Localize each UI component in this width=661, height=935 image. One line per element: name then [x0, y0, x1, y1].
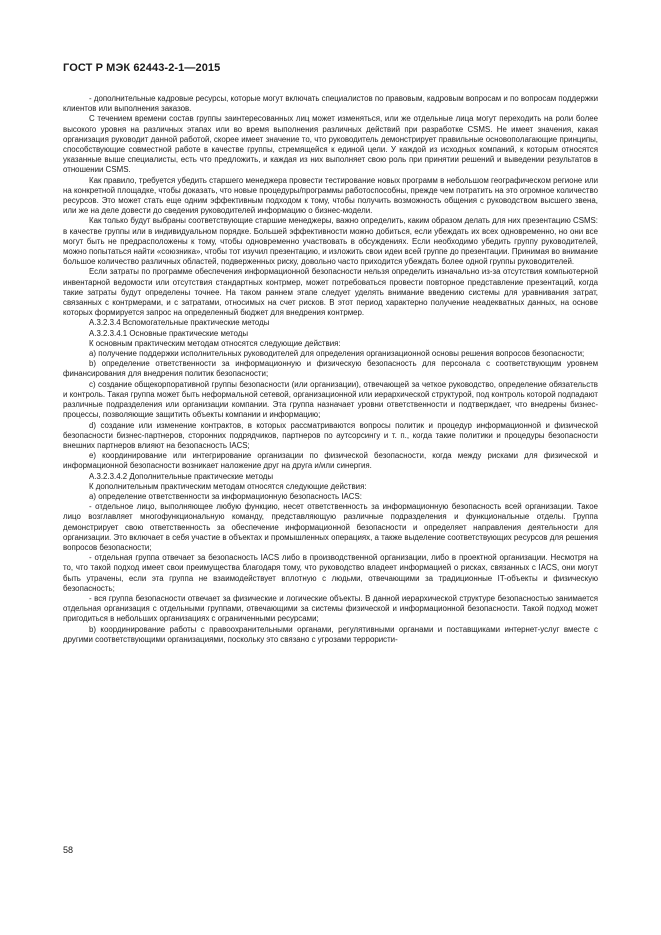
list-item: а) получение поддержки исполнительных руководителей для определения организационной основы решения вопросов безопасности; — [89, 349, 585, 359]
paragraph: К основным практическим методам относятся следующие действия: — [89, 338, 341, 348]
page-number: 58 — [63, 845, 74, 855]
list-item: b) определение ответственности за информационную и физическую безопасность для персонала с соответствующим уровнем финансирования для внедрения политик безопасности; — [63, 359, 598, 379]
document-header: ГОСТ Р МЭК 62443-2-1—2015 — [63, 62, 221, 74]
paragraph: Если затраты по программе обеспечения информационной безопасности нельзя определить изначально из-за отсутствия компьютерной инвентарной ведомости или отсутствия стандартных контрмер, может потребоваться провести повторное представление презентаций, когда такие затраты будут определены точнее. На таком раннем этапе следует уделять внимание введению системы для уравнивания затрат, связанных с контрмерами, и с затратами, относимых на счет рисков. В этот период характерно получение неадекватных данных, на основе которых формируется запрос на определенный бюджет для внедрения контрмер. — [63, 267, 598, 318]
list-item: е) координирование или интегрирование организации по физической безопасности, когда между рисками для физической и информационной безопасности возникает наложение друг на друга и/или синергия. — [63, 451, 598, 471]
list-item: а) определение ответственности за информационную безопасность IACS: — [89, 491, 362, 501]
list-item: b) координирование работы с правоохранительными органами, регулятивными органами и поставщиками интернет-услуг вместе с другими соответствующими организациями, поскольку это связано с угрозами террористи- — [63, 624, 598, 644]
list-item: d) создание или изменение контрактов, в которых рассматриваются вопросы политик и процедур информационной и физической безопасности бизнес-партнеров, сторонних подрядчиков, партнеров по аутсорсингу и т. п., когда такие политики и процедуры безопасности внешних партнеров влияют на безопасность IACS; — [63, 420, 598, 450]
section-heading: А.3.2.3.4 Вспомогательные практические методы — [89, 318, 270, 328]
list-item: - отдельное лицо, выполняющее любую функцию, несет ответственность за информационную безопасность всей организации. Такое лицо возглавляет многофункциональную команду, представляющую различные подразделения и функциональные отделы. Группа демонстрирует свою ответственность за обеспечение информационной безопасности и определяет направления деятельности для организации. Это включает в себя участие в объектах и промышленных операциях, а также выделение соответствующих ресурсов для решения вопросов безопасности; — [63, 502, 598, 552]
paragraph: К дополнительным практическим методам относятся следующие действия: — [89, 481, 367, 491]
list-item: - отдельная группа отвечает за безопасность IACS либо в производственной организации, либо в проектной организации. Несмотря на то, что такой подход имеет свои преимущества благодаря тому, что руководство владеет информацией о рисках, связанных с IACS, они могут быть утрачены, если эта группа не взаимодействует вплотную с людьми, отвечающими за традиционные IT-объекты и физическую безопасность; — [63, 553, 598, 593]
paragraph: Как только будут выбраны соответствующие старшие менеджеры, важно определить, каким образом делать для них презентацию CSMS: в качестве группы или в индивидуальном порядке. Большей эффективности можно добиться, если убеждать их всех одновременно, но они все могут быть не предрасположены к тому, чтобы одновременно участвовать в обсуждениях. Если необходимо убедить группу руководителей, можно попытаться найти «союзника», чтобы тот изучил презентацию, и изложить свои идеи всей группе до презентации. Принимая во внимание большое количество различных областей, подверженных риску, довольно часто приходится убеждать более одной группы руководителей. — [63, 216, 598, 267]
list-item: с) создание общекорпоративной группы безопасности (или организации), отвечающей за четкое руководство, определение обязательств и контроль. Такая группа может быть неформальной сетевой, организационной или иерархической структурой, под контроль которой подпадают различные подразделения или организации компании. Эта группа назначает уровни ответственности и подтверждает, что внедрены бизнес-процессы, позволяющие защитить объекты компании и информацию; — [63, 379, 598, 420]
paragraph: С течением времени состав группы заинтересованных лиц может изменяться, или же отдельные лица могут переходить на роли более высокого уровня на различных этапах или во время выполнения различных действий при разработке CSMS. Не имеет значения, какая организация руководит данной работой, скорее имеет значение то, что руководитель демонстрирует правильные основополагающие принципы, способствующие совместной работе в качестве группы, стремящейся к единой цели. У каждой из исходных компаний, к которым относятся указанные выше специалисты, есть что предложить, и каждая из них выполняет свою роль при принятии решений и выведении результатов в отношении CSMS. — [63, 114, 598, 175]
paragraph: - дополнительные кадровые ресурсы, которые могут включать специалистов по правовым, кадровым вопросам и по вопросам поддержки клиентов или выполнения заказов. — [63, 94, 598, 114]
paragraph: Как правило, требуется убедить старшего менеджера провести тестирование новых программ в небольшом географическом регионе или на конкретной площадке, чтобы доказать, что новые процедуры/программы работоспособны, прежде чем потратить на это огромное количество ресурсов. Это может стать еще одним эффективным подходом к тому, чтобы получить возможность общения с руководством высшего звена, или же на деле довести до сведения руководителей информацию о бизнес-модели. — [63, 175, 598, 216]
section-heading: А.3.2.3.4.1 Основные практические методы — [89, 328, 249, 338]
list-item: - вся группа безопасности отвечает за физические и логические объекты. В данной иерархической структуре безопасностью занимается отдельная организация с отдельными группами, отвечающими за системы физической и информационной безопасности. Такой подход может пригодиться в небольших организациях с ограниченными ресурсами; — [63, 593, 598, 624]
section-heading: А.3.2.3.4.2 Дополнительные практические методы — [89, 471, 274, 481]
body-text — [63, 94, 598, 645]
